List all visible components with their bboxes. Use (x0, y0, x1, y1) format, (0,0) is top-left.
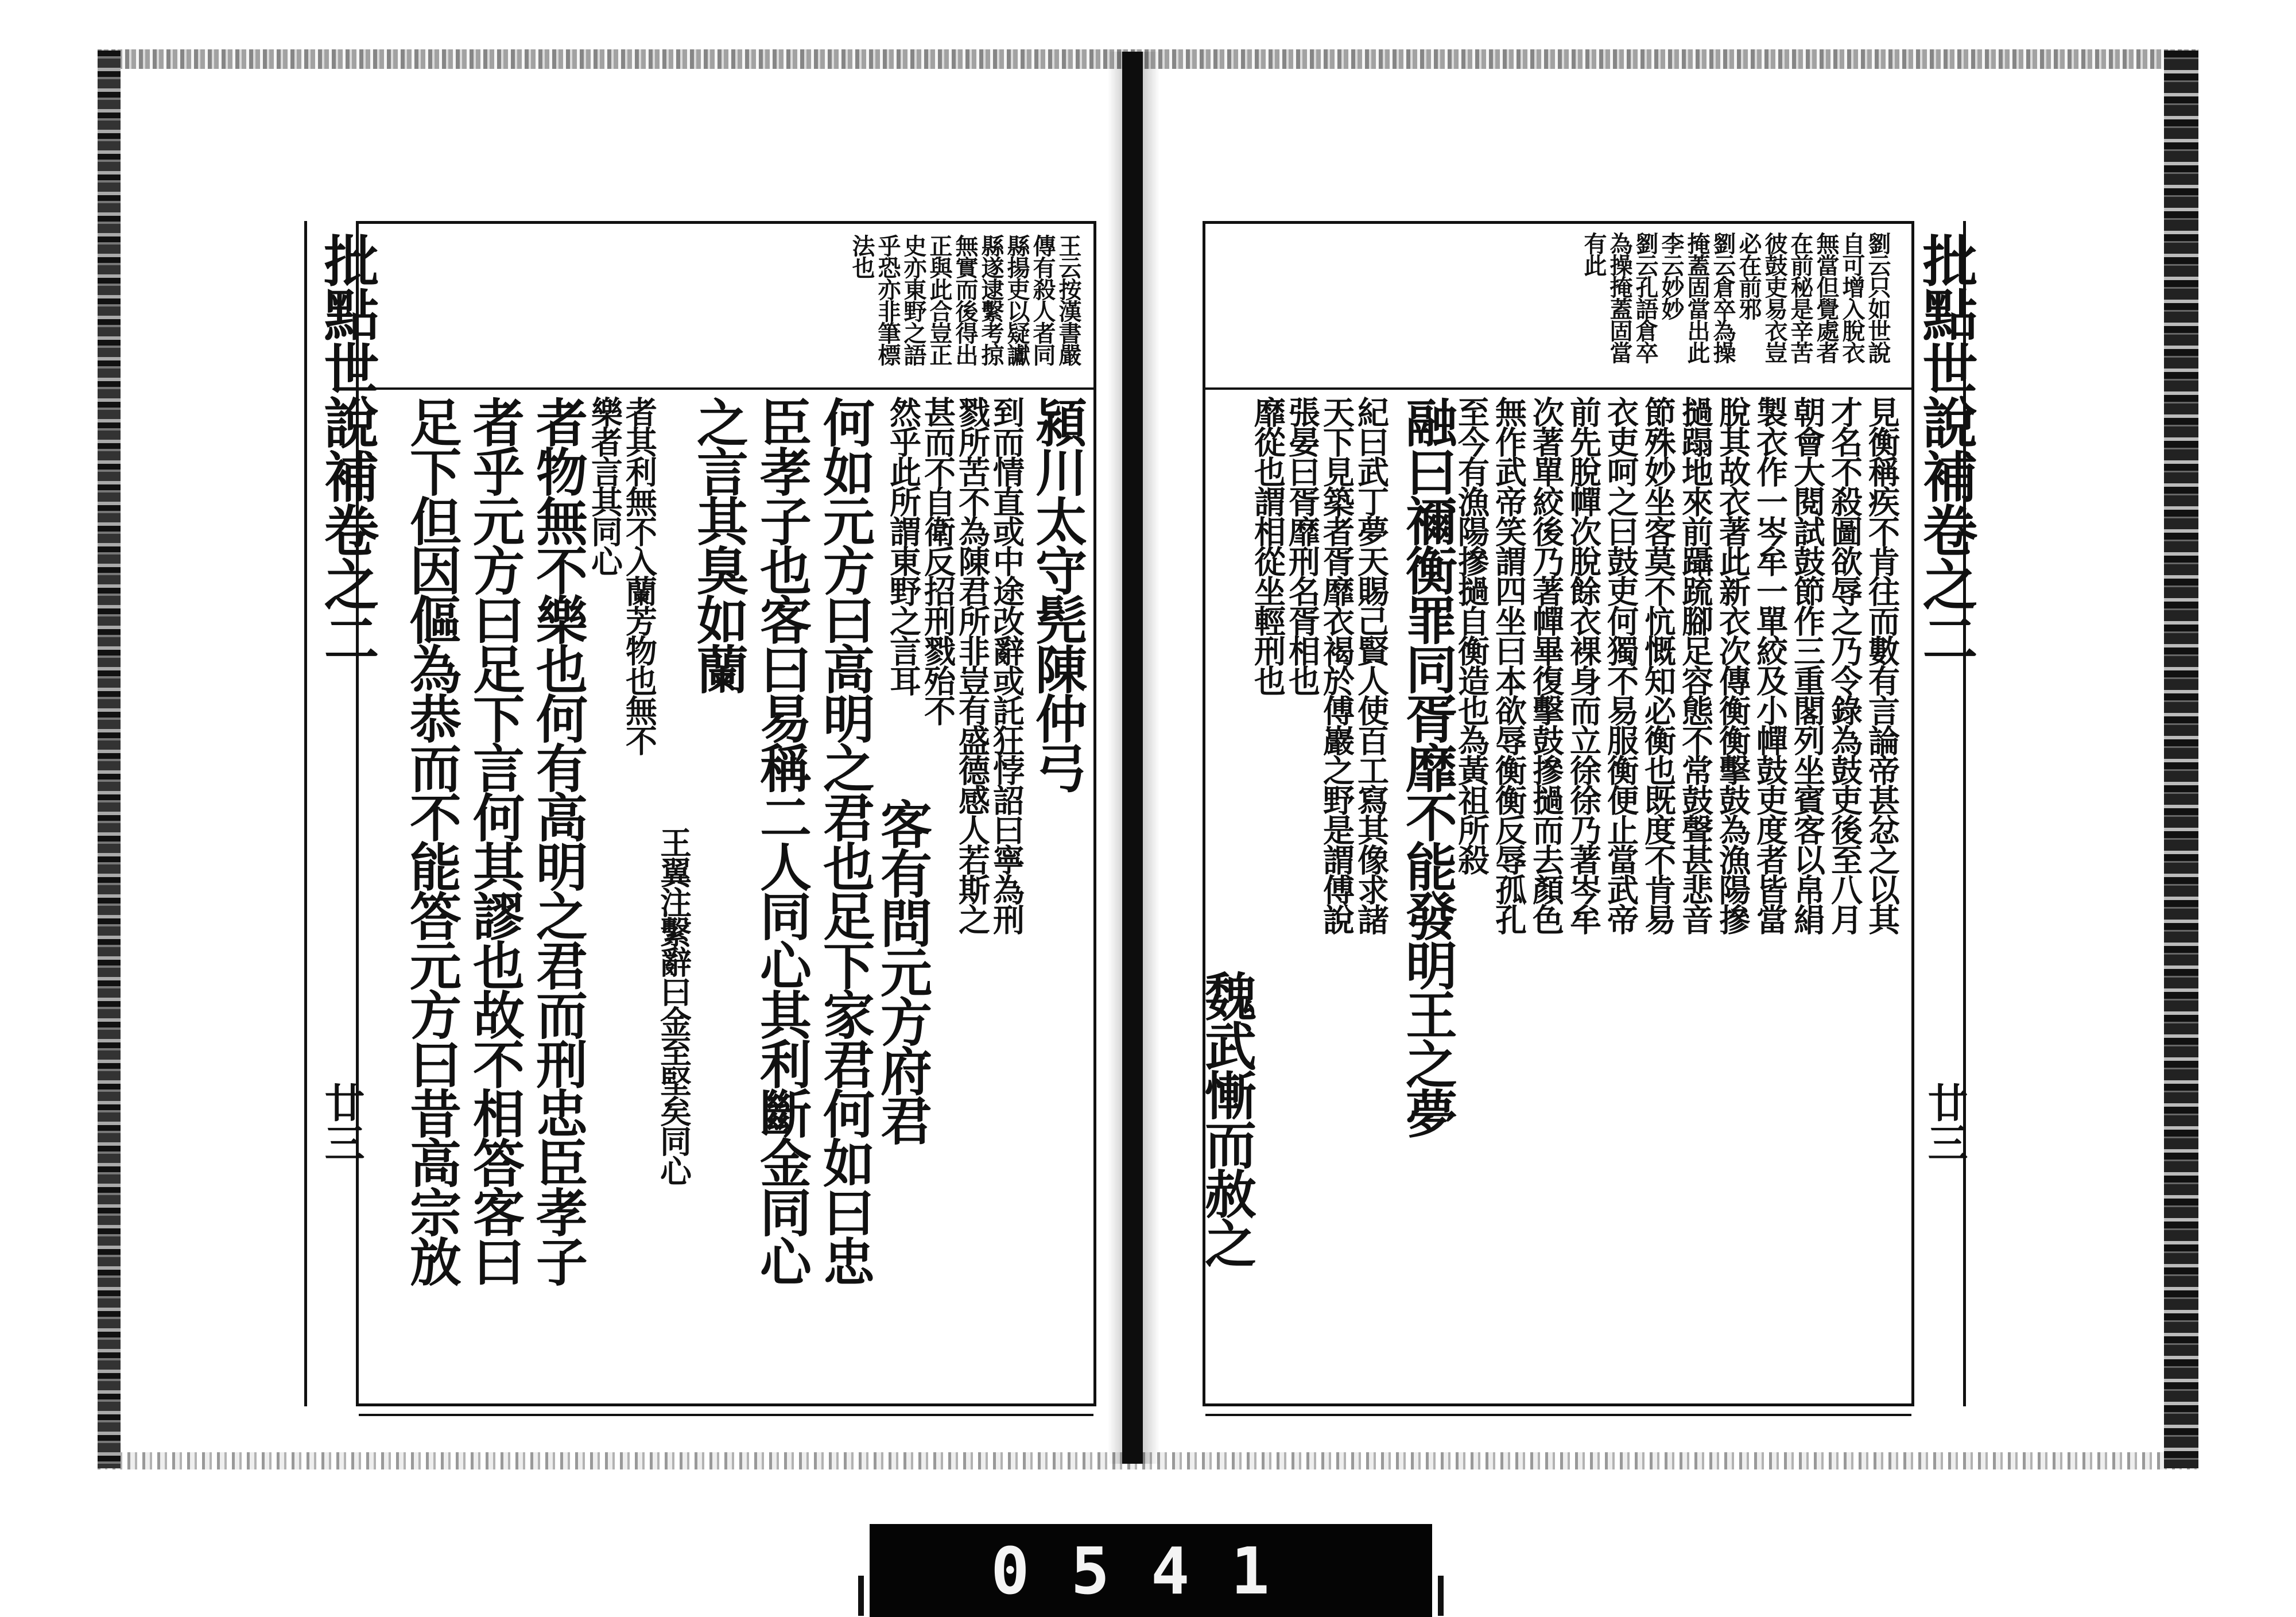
right-col-9: 前先脫幝次脫餘衣裸身而立徐徐乃著岑牟 (1565, 396, 1602, 933)
right-col-10: 次著單絞後乃著幝畢復擊鼓摻撾而去顏色 (1527, 396, 1565, 933)
right-col-3: 朝會大閱試鼓節作三重閣列坐賓客以帛絹 (1789, 396, 1826, 933)
right-page-margin-column (1911, 221, 1979, 1406)
left-col-8: 臣孝子也客曰易稱二人同心其利斷金同心 (751, 396, 812, 1285)
right-col-15: 天下見築者胥靡衣褐於傅巖之野是謂傅說 (1318, 396, 1355, 933)
book-spine (1122, 52, 1143, 1464)
right-note-11: 為操掩蓋固當 (1606, 232, 1633, 363)
right-note-12: 有此 (1580, 232, 1607, 276)
microfilm-frame-label (870, 1524, 1432, 1617)
left-col-2: 到而情直或中途改辭或託狂悖詔曰寧為刑 (988, 396, 1025, 933)
left-note-9: 法也 (848, 234, 875, 278)
right-col-16: 張晏曰胥靡刑名胥相也 (1283, 396, 1321, 695)
left-col-12: 樂者言其同心 (586, 396, 623, 575)
right-col-12: 至今有漁陽摻撾自衡造也為黃祖所殺 (1453, 396, 1490, 874)
left-note-2: 傳有殺人者同 (1029, 234, 1056, 365)
scan-right-edge (2164, 51, 2198, 1468)
right-col-7: 節殊妙坐客莫不忼慨知必衡也既度不肯易 (1639, 396, 1677, 933)
left-col-9: 之言其臭如蘭 (688, 396, 748, 692)
right-page-folio: 廿三 (1921, 1082, 1969, 1162)
left-col-14: 者乎元方曰足下言何其謬也故不相答客曰 (464, 396, 525, 1285)
scan-left-edge (98, 51, 121, 1468)
left-col-5: 然乎此所謂東野之言耳 (885, 396, 922, 695)
left-col-11: 者其利無不入蘭芳物也無不 (620, 396, 658, 754)
right-note-8: 掩蓋固當出此 (1684, 232, 1711, 363)
left-page-notes-rule (359, 387, 1093, 390)
right-note-6: 必在前邪 (1735, 232, 1762, 319)
right-note-3: 無當但覺處者 (1813, 232, 1840, 363)
label-left-bracket (858, 1576, 864, 1616)
left-note-7: 史亦東野之語 (900, 234, 927, 365)
left-note-1: 王云按漢書嚴 (1055, 234, 1082, 365)
right-col-14: 紀曰武丁夢天賜己賢人使百工寫其像求諸 (1352, 396, 1390, 933)
right-col-1: 見衡稱疾不肯往而數有言論帝甚忿之以其 (1863, 396, 1901, 933)
left-note-5: 無實而後得出 (952, 234, 979, 365)
right-col-17: 靡從也謂相從坐輕刑也 (1249, 396, 1286, 695)
microfilm-frame-number: 0541 (991, 1534, 1311, 1609)
left-col-6: 客有問元方府君 (871, 798, 932, 1143)
right-note-7: 劉云倉卒為操 (1709, 232, 1736, 363)
right-note-4: 在前秘是辛苦 (1787, 232, 1814, 363)
right-col-4: 製衣作一岑牟一單絞及小幝鼓吏度者皆當 (1751, 396, 1789, 933)
left-col-1: 潁川太守髡陳仲弓 (1026, 396, 1087, 791)
right-col-8: 衣吏呵之曰鼓吏何獨不易服衡便止當武帝 (1602, 396, 1639, 933)
right-note-5: 彼鼓吏易衣豈 (1761, 232, 1788, 363)
right-note-9: 李云妙妙 (1658, 232, 1685, 319)
right-col-2: 才名不殺圖欲辱之乃令錄為鼓吏後至八月 (1826, 396, 1863, 933)
left-note-4: 縣遂逮繫考掠 (978, 234, 1004, 365)
left-col-4: 甚而不自衛反招刑戮殆不 (919, 396, 956, 724)
left-col-15: 足下但因傴為恭而不能答元方曰昔高宗放 (401, 396, 461, 1285)
left-col-3: 戮所苦不為陳君所非豈有盛德感人若斯之 (953, 396, 991, 933)
right-page-notes-rule (1205, 387, 1911, 390)
left-page-header: 批點世說補卷之二 (315, 232, 380, 664)
right-page-bottom-rule (1205, 1414, 1911, 1416)
right-page (1196, 221, 1979, 1406)
left-note-6: 正與此合豈正 (926, 234, 953, 365)
left-page-margin-column (304, 221, 380, 1406)
left-page (315, 221, 1096, 1406)
right-col-18: 魏武慚而赦之 (1196, 970, 1256, 1266)
left-note-8: 乎恐亦非筆標 (874, 234, 901, 365)
left-page-folio: 廿三 (318, 1082, 366, 1162)
left-col-10: 王翼注繫辭曰金至堅矣同心 (655, 827, 692, 1185)
left-col-13: 者物無不樂也何有高明之君而刑忠臣孝子 (527, 396, 588, 1285)
label-right-bracket (1438, 1576, 1444, 1616)
left-col-7: 何如元方曰高明之君也足下家君何如曰忠 (814, 396, 875, 1285)
right-col-6: 撾蹋地來前躡䟽腳足容態不常鼓聲甚悲音 (1677, 396, 1714, 933)
right-note-1: 劉云只如世說 (1864, 232, 1891, 363)
right-col-5: 脫其故衣著此新衣次傳衡衡擊鼓為漁陽摻 (1714, 396, 1751, 933)
right-col-11: 無作武帝笑謂四坐曰本欲辱衡衡反辱孤孔 (1490, 396, 1527, 933)
right-note-10: 劉云孔語倉卒 (1632, 232, 1659, 363)
right-col-13: 融曰禰衡罪同胥靡不能發明王之夢 (1397, 396, 1457, 1137)
left-page-bottom-rule (359, 1414, 1093, 1416)
left-note-3: 縣揚吏以疑讞 (1003, 234, 1030, 365)
right-note-2: 自可增入脫衣 (1839, 232, 1865, 363)
right-page-header: 批點世說補卷之二 (1914, 232, 1979, 664)
